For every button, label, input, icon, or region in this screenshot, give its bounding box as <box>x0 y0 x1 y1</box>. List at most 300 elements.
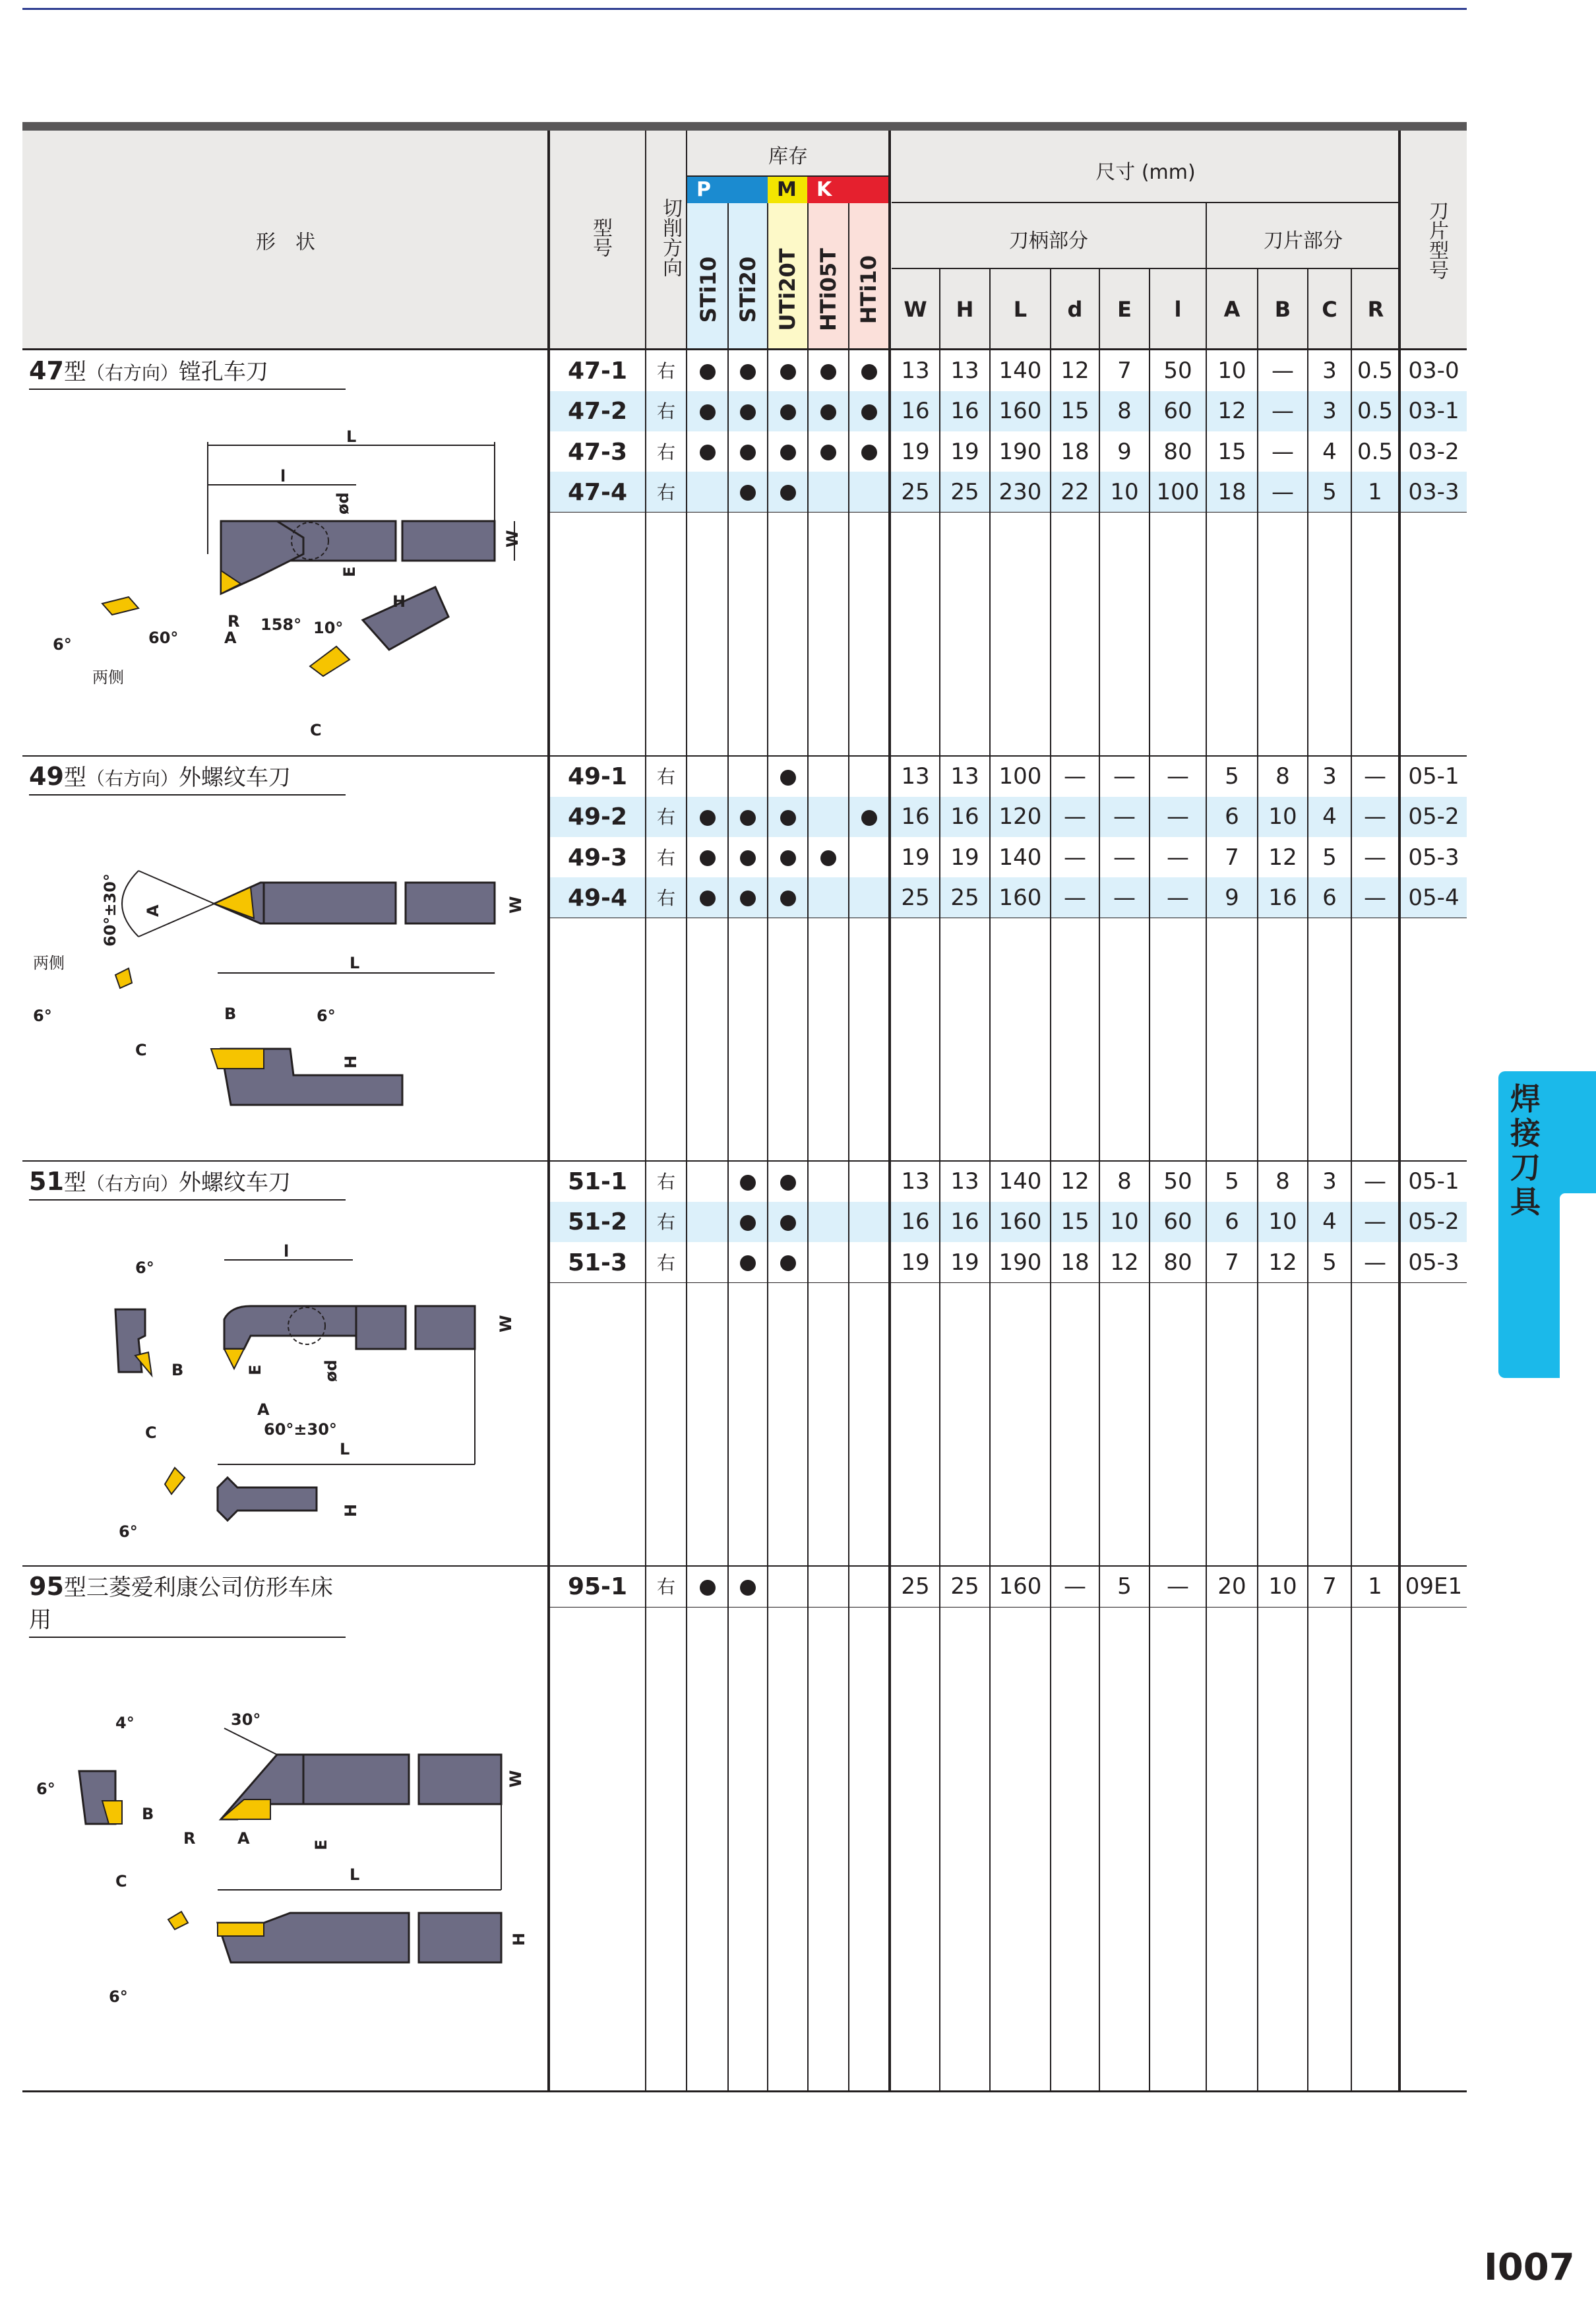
head <box>224 1306 356 1349</box>
grade-uti20t: UTi20T <box>775 248 800 331</box>
stock-cell <box>687 432 727 472</box>
dimension-cell: 13 <box>950 358 979 384</box>
model-header: 型号 <box>589 218 612 257</box>
dimension-cell: 6 <box>1225 803 1239 830</box>
grade-group-p: P <box>687 177 768 203</box>
stock-dot-icon <box>780 445 796 460</box>
dimension-cell: 190 <box>998 438 1042 465</box>
dimension-cell: 19 <box>901 844 930 871</box>
dimension-cell: 10 <box>1217 358 1246 384</box>
page-number: I007 <box>1484 2246 1575 2289</box>
dim-label: 两侧 <box>92 668 124 687</box>
dim-label: A <box>237 1829 250 1848</box>
dimension-cell: 50 <box>1163 1168 1192 1195</box>
type-num: 47 <box>29 356 64 385</box>
dimension-cell: 25 <box>950 1573 979 1600</box>
stock-dot-icon <box>700 891 716 906</box>
shank <box>303 1755 501 1804</box>
dim-e: E <box>1117 297 1132 322</box>
stock-header: 库存 <box>768 145 808 168</box>
dimension-cell: 16 <box>950 1208 979 1235</box>
cut-direction-cell: 右 <box>656 441 675 463</box>
insert-model-cell: 03-2 <box>1408 438 1459 465</box>
dimension-cell: 100 <box>998 763 1042 790</box>
direction-paren: （右方向） <box>86 1173 179 1195</box>
shank <box>356 1306 475 1349</box>
stock-dot-icon <box>700 850 716 866</box>
dim-label: L <box>350 1865 360 1884</box>
stock-cell <box>849 432 888 472</box>
table-bottom-rule <box>22 2090 1467 2092</box>
stock-cell <box>687 878 727 918</box>
grade-group-m: M <box>768 177 807 203</box>
type-suffix: 型 <box>63 1575 86 1601</box>
cut-direction-cell: 右 <box>656 806 675 829</box>
stock-dot-icon <box>861 810 877 826</box>
stock-cell <box>728 391 767 431</box>
stock-dot-icon <box>780 810 796 826</box>
dim-label: A <box>257 1400 270 1419</box>
dimension-cell: 18 <box>1217 478 1246 505</box>
dim-label: 6° <box>33 1007 52 1025</box>
cut-direction-cell: 右 <box>656 1171 675 1193</box>
cut-direction-cell: 右 <box>656 887 675 909</box>
dimension-cell: 25 <box>950 478 979 505</box>
dimension-cell: — <box>1167 1573 1189 1600</box>
stock-cell <box>687 797 727 837</box>
type-num: 49 <box>29 762 64 791</box>
stock-cell <box>728 351 767 391</box>
stock-cell <box>809 391 848 431</box>
dimension-cell: — <box>1113 844 1136 871</box>
stock-cell <box>849 797 888 837</box>
type-num: 51 <box>29 1167 64 1196</box>
header-rule-stock <box>687 175 889 177</box>
stock-dot-icon <box>740 364 756 380</box>
stock-cell <box>687 351 727 391</box>
dimension-cell: 6 <box>1322 884 1337 911</box>
stock-dot-icon <box>780 1255 796 1271</box>
model-cell: 47-2 <box>567 398 628 425</box>
dimension-cell: 12 <box>1110 1249 1139 1276</box>
stock-cell <box>728 1243 767 1283</box>
dimension-cell: 1 <box>1368 1573 1382 1600</box>
model-cell: 47-3 <box>567 438 628 466</box>
dimension-cell: — <box>1064 844 1086 871</box>
direction-paren: （右方向） <box>86 362 179 384</box>
stock-dot-icon <box>740 404 756 420</box>
insert-model-cell: 05-3 <box>1408 844 1459 871</box>
dim-label: 6° <box>36 1780 55 1798</box>
shank <box>264 883 495 923</box>
dim-label: A <box>224 629 237 647</box>
dimension-cell: 10 <box>1268 1208 1297 1235</box>
stock-dot-icon <box>820 404 836 420</box>
dimension-cell: 0.5 <box>1357 358 1394 384</box>
stock-dot-icon <box>780 404 796 420</box>
dimension-cell: 16 <box>901 803 930 830</box>
stock-dot-icon <box>861 364 877 380</box>
dimension-cell: 4 <box>1322 438 1337 465</box>
drawing-51-thread-tool <box>26 1240 541 1544</box>
stock-cell <box>768 838 807 878</box>
stock-dot-icon <box>861 404 877 420</box>
stock-cell <box>809 351 848 391</box>
section-title-47 <box>29 354 346 390</box>
dim-l: L <box>1013 297 1028 322</box>
stock-cell <box>687 838 727 878</box>
dimension-cell: 15 <box>1060 398 1090 425</box>
stock-cell <box>768 1202 807 1242</box>
dimension-cell: 160 <box>998 1208 1042 1235</box>
dim-label: W <box>506 1770 525 1788</box>
dimension-cell: 16 <box>950 398 979 425</box>
stock-dot-icon <box>740 445 756 460</box>
dimension-cell: 8 <box>1275 763 1290 790</box>
model-cell: 49-1 <box>567 763 628 790</box>
dimension-cell: 13 <box>950 1168 979 1195</box>
dimension-cell: — <box>1113 884 1136 911</box>
shape-header: 形 状 <box>256 231 315 254</box>
dimension-cell: 19 <box>950 438 979 465</box>
dimension-cell: 160 <box>998 884 1042 911</box>
dimension-cell: 25 <box>901 1573 930 1600</box>
dimension-cell: 100 <box>1156 478 1200 505</box>
dimension-cell: — <box>1364 803 1386 830</box>
dimension-cell: 6 <box>1225 1208 1239 1235</box>
model-cell: 47-1 <box>567 358 628 385</box>
stock-dot-icon <box>740 850 756 866</box>
dimension-cell: 19 <box>901 438 930 465</box>
model-cell: 95-1 <box>567 1573 628 1600</box>
grade-sti20: STi20 <box>735 256 760 323</box>
dimension-cell: 12 <box>1060 358 1090 384</box>
grade-hti05t: HTi05T <box>816 248 841 331</box>
dimension-cell: 12 <box>1268 1249 1297 1276</box>
stock-cell <box>849 351 888 391</box>
dimension-cell: — <box>1364 884 1386 911</box>
cut-direction-cell: 右 <box>656 846 675 869</box>
type-suffix: 型 <box>63 359 86 385</box>
stock-cell <box>728 1567 767 1607</box>
dimension-cell: — <box>1113 803 1136 830</box>
insert-51 <box>224 1349 244 1369</box>
grade-group-k: K <box>807 177 889 203</box>
dimension-cell: 140 <box>998 1168 1042 1195</box>
dim-label: 30° <box>231 1710 261 1729</box>
dimension-cell: — <box>1364 844 1386 871</box>
stock-dot-icon <box>820 850 836 866</box>
cut-direction-cell: 右 <box>656 360 675 382</box>
dim-label: 6° <box>119 1522 138 1541</box>
dim-r: R <box>1367 297 1384 322</box>
insert-model-cell: 05-4 <box>1408 884 1459 911</box>
stock-cell <box>728 1162 767 1202</box>
cut-direction-cell: 右 <box>656 400 675 423</box>
dimension-cell: 8 <box>1117 398 1132 425</box>
dim-label: H <box>342 1055 360 1069</box>
dim-label: C <box>310 721 322 739</box>
model-cell: 51-2 <box>567 1208 628 1236</box>
tab-notch <box>1560 1193 1596 1378</box>
dimension-cell: 19 <box>950 1249 979 1276</box>
dimension-cell: 16 <box>950 803 979 830</box>
dimension-cell: 9 <box>1225 884 1239 911</box>
section-title-49 <box>29 759 346 796</box>
stock-cell <box>768 1243 807 1283</box>
stock-cell <box>768 432 807 472</box>
insert-model-cell: 05-2 <box>1408 1208 1459 1235</box>
stock-cell <box>849 391 888 431</box>
dimension-cell: 13 <box>901 763 930 790</box>
dimension-cell: — <box>1272 438 1294 465</box>
dimension-cell: 10 <box>1110 1208 1139 1235</box>
cut-direction-cell: 右 <box>656 766 675 788</box>
dimension-cell: 5 <box>1117 1573 1132 1600</box>
dim-label: l <box>280 467 286 485</box>
dimension-cell: 3 <box>1322 1168 1337 1195</box>
dim-label: H <box>510 1932 528 1946</box>
dimension-cell: 120 <box>998 803 1042 830</box>
stock-cell <box>768 797 807 837</box>
dimension-cell: 5 <box>1322 478 1337 505</box>
dimension-cell: — <box>1064 1573 1086 1600</box>
dimension-cell: — <box>1272 478 1294 505</box>
dim-label: W <box>497 1315 515 1332</box>
dim-label: 60°±30° <box>101 873 119 947</box>
stock-cell <box>728 1202 767 1242</box>
dimension-cell: 190 <box>998 1249 1042 1276</box>
dimension-cell: 15 <box>1217 438 1246 465</box>
dimension-cell: 16 <box>1268 884 1297 911</box>
dimension-cell: 19 <box>950 844 979 871</box>
stock-dot-icon <box>780 850 796 866</box>
dim-w: W <box>904 297 927 322</box>
dimension-cell: 13 <box>950 763 979 790</box>
dim-label: B <box>171 1361 184 1379</box>
dim-label: 6° <box>317 1007 336 1025</box>
type-suffix: 型 <box>63 765 86 791</box>
dimension-cell: 16 <box>901 398 930 425</box>
insert-model-cell: 03-1 <box>1408 398 1459 425</box>
dimension-cell: 0.5 <box>1357 398 1394 425</box>
dim-label: H <box>342 1503 360 1517</box>
insert-model-cell: 05-3 <box>1408 1249 1459 1276</box>
stock-dot-icon <box>740 1580 756 1596</box>
cut-direction-cell: 右 <box>656 1576 675 1598</box>
stock-dot-icon <box>740 485 756 501</box>
dimension-cell: 8 <box>1117 1168 1132 1195</box>
dimension-cell: 50 <box>1163 358 1192 384</box>
dimension-cell: 25 <box>901 884 930 911</box>
dimension-cell: 140 <box>998 844 1042 871</box>
stock-dot-icon <box>700 404 716 420</box>
dimension-cell: 13 <box>901 358 930 384</box>
table-header-bar <box>22 122 1467 131</box>
tool-name: 外螺纹车刀 <box>178 765 291 791</box>
dimension-cell: 3 <box>1322 398 1337 425</box>
dimension-cell: 12 <box>1217 398 1246 425</box>
dimension-cell: 60 <box>1163 398 1192 425</box>
dimension-cell: 140 <box>998 358 1042 384</box>
grade-hti10: HTi10 <box>856 255 881 325</box>
dim-label: C <box>115 1872 127 1891</box>
stock-dot-icon <box>700 810 716 826</box>
insert-part-header: 刀片部分 <box>1264 230 1343 253</box>
dim-label: W <box>503 530 522 547</box>
dimension-cell: — <box>1272 398 1294 425</box>
dimension-cell: 12 <box>1060 1168 1090 1195</box>
stock-cell <box>728 472 767 513</box>
dim-label: 158° <box>261 615 302 634</box>
insert-model-cell: 09E1 <box>1405 1573 1463 1600</box>
dimension-cell: — <box>1364 1208 1386 1235</box>
size-header: 尺寸 (mm) <box>1095 161 1196 184</box>
dim-a: A <box>1223 297 1241 322</box>
stock-cell <box>809 432 848 472</box>
drawing-49-thread-tool <box>26 851 541 1141</box>
dim-label: L <box>340 1440 350 1458</box>
dimension-cell: 60 <box>1163 1208 1192 1235</box>
stock-dot-icon <box>740 1175 756 1191</box>
stock-dot-icon <box>780 364 796 380</box>
insert-model-cell: 03-3 <box>1408 478 1459 505</box>
dimension-cell: 10 <box>1110 478 1139 505</box>
model-cell: 51-1 <box>567 1168 628 1195</box>
dim-label: B <box>224 1005 237 1023</box>
stock-cell <box>728 838 767 878</box>
dimension-cell: 18 <box>1060 1249 1090 1276</box>
drawing-95-profile-tool <box>26 1702 541 2018</box>
tool-name: 三菱爱利康公司仿形车床用 <box>29 1575 333 1633</box>
dimension-cell: 5 <box>1322 1249 1337 1276</box>
dim-label: 6° <box>135 1259 154 1277</box>
stock-cell <box>768 878 807 918</box>
dimension-cell: 25 <box>901 478 930 505</box>
dimension-cell: 4 <box>1322 1208 1337 1235</box>
dim-l-small: l <box>1174 297 1182 322</box>
dimension-cell: — <box>1167 803 1189 830</box>
dimension-cell: 4 <box>1322 803 1337 830</box>
stock-dot-icon <box>780 1175 796 1191</box>
stock-cell <box>687 391 727 431</box>
dim-label: A <box>144 904 162 917</box>
dim-label: B <box>142 1805 154 1823</box>
insert-model-cell: 03-0 <box>1408 358 1459 384</box>
dimension-cell: 5 <box>1225 763 1239 790</box>
dim-b: B <box>1274 297 1291 322</box>
dimension-cell: 230 <box>998 478 1042 505</box>
stock-dot-icon <box>740 1215 756 1231</box>
header-rule-sub <box>892 268 1399 269</box>
dimension-cell: 16 <box>901 1208 930 1235</box>
dimension-cell: 5 <box>1225 1168 1239 1195</box>
stock-cell <box>728 797 767 837</box>
dim-label: ød <box>322 1360 340 1382</box>
stock-cell <box>768 757 807 797</box>
shank-header: 刀柄部分 <box>1009 230 1088 253</box>
dimension-cell: 80 <box>1163 1249 1192 1276</box>
stock-dot-icon <box>820 445 836 460</box>
cut-direction-cell: 右 <box>656 1211 675 1234</box>
stock-dot-icon <box>820 364 836 380</box>
stock-cell <box>768 391 807 431</box>
dimension-cell: 7 <box>1117 358 1132 384</box>
dimension-cell: 8 <box>1275 1168 1290 1195</box>
dim-h: H <box>956 297 974 322</box>
type-suffix: 型 <box>63 1170 86 1196</box>
dim-label: E <box>312 1839 330 1850</box>
dim-label: 4° <box>115 1714 135 1732</box>
cut-direction-cell: 右 <box>656 481 675 503</box>
insert-49 <box>214 887 254 918</box>
dim-label: R <box>183 1829 196 1848</box>
model-cell: 49-4 <box>567 884 628 912</box>
dim-label: ød <box>334 492 352 515</box>
stock-dot-icon <box>780 485 796 501</box>
dim-d: d <box>1067 297 1083 322</box>
col-line <box>888 131 891 2092</box>
stock-dot-icon <box>740 891 756 906</box>
tool-name: 镗孔车刀 <box>178 359 268 385</box>
type-num: 95 <box>29 1572 64 1601</box>
dimension-cell: — <box>1364 1168 1386 1195</box>
dim-label: W <box>506 896 525 914</box>
dimension-cell: 0.5 <box>1357 438 1394 465</box>
dim-label: R <box>228 612 240 631</box>
stock-cell <box>687 1567 727 1607</box>
dimension-cell: — <box>1167 763 1189 790</box>
stock-dot-icon <box>780 770 796 786</box>
dim-label: C <box>145 1423 157 1442</box>
dimension-cell: — <box>1167 844 1189 871</box>
stock-cell <box>809 838 848 878</box>
dim-label: 10° <box>313 619 344 637</box>
dimension-cell: 10 <box>1268 803 1297 830</box>
dimension-cell: 3 <box>1322 358 1337 384</box>
dimension-cell: — <box>1364 763 1386 790</box>
header-rule-size <box>892 202 1399 203</box>
dimension-cell: 7 <box>1225 1249 1239 1276</box>
cut-direction-header: 切削方向 <box>659 198 682 277</box>
section-title-95 <box>29 1569 346 1638</box>
dimension-cell: — <box>1064 803 1086 830</box>
insert-model-cell: 05-2 <box>1408 803 1459 830</box>
dimension-cell: 160 <box>998 1573 1042 1600</box>
tool-name: 外螺纹车刀 <box>178 1170 291 1196</box>
dim-label: E <box>340 566 359 577</box>
dim-label: L <box>350 954 360 972</box>
direction-paren: （右方向） <box>86 768 179 790</box>
dim-label: H <box>392 592 406 611</box>
dimension-cell: 7 <box>1225 844 1239 871</box>
stock-cell <box>768 472 807 513</box>
stock-dot-icon <box>700 1580 716 1596</box>
stock-dot-icon <box>740 810 756 826</box>
dimension-cell: 160 <box>998 398 1042 425</box>
dimension-cell: — <box>1272 358 1294 384</box>
dimension-cell: — <box>1364 1249 1386 1276</box>
dim-label: E <box>246 1364 264 1375</box>
dimension-cell: 12 <box>1268 844 1297 871</box>
dimension-cell: 20 <box>1217 1573 1246 1600</box>
stock-dot-icon <box>740 1255 756 1271</box>
dimension-cell: — <box>1064 763 1086 790</box>
rows-end-95 <box>550 1607 1467 1608</box>
dim-label: l <box>284 1242 290 1261</box>
dim-label: 6° <box>109 1987 128 2006</box>
stock-dot-icon <box>861 445 877 460</box>
